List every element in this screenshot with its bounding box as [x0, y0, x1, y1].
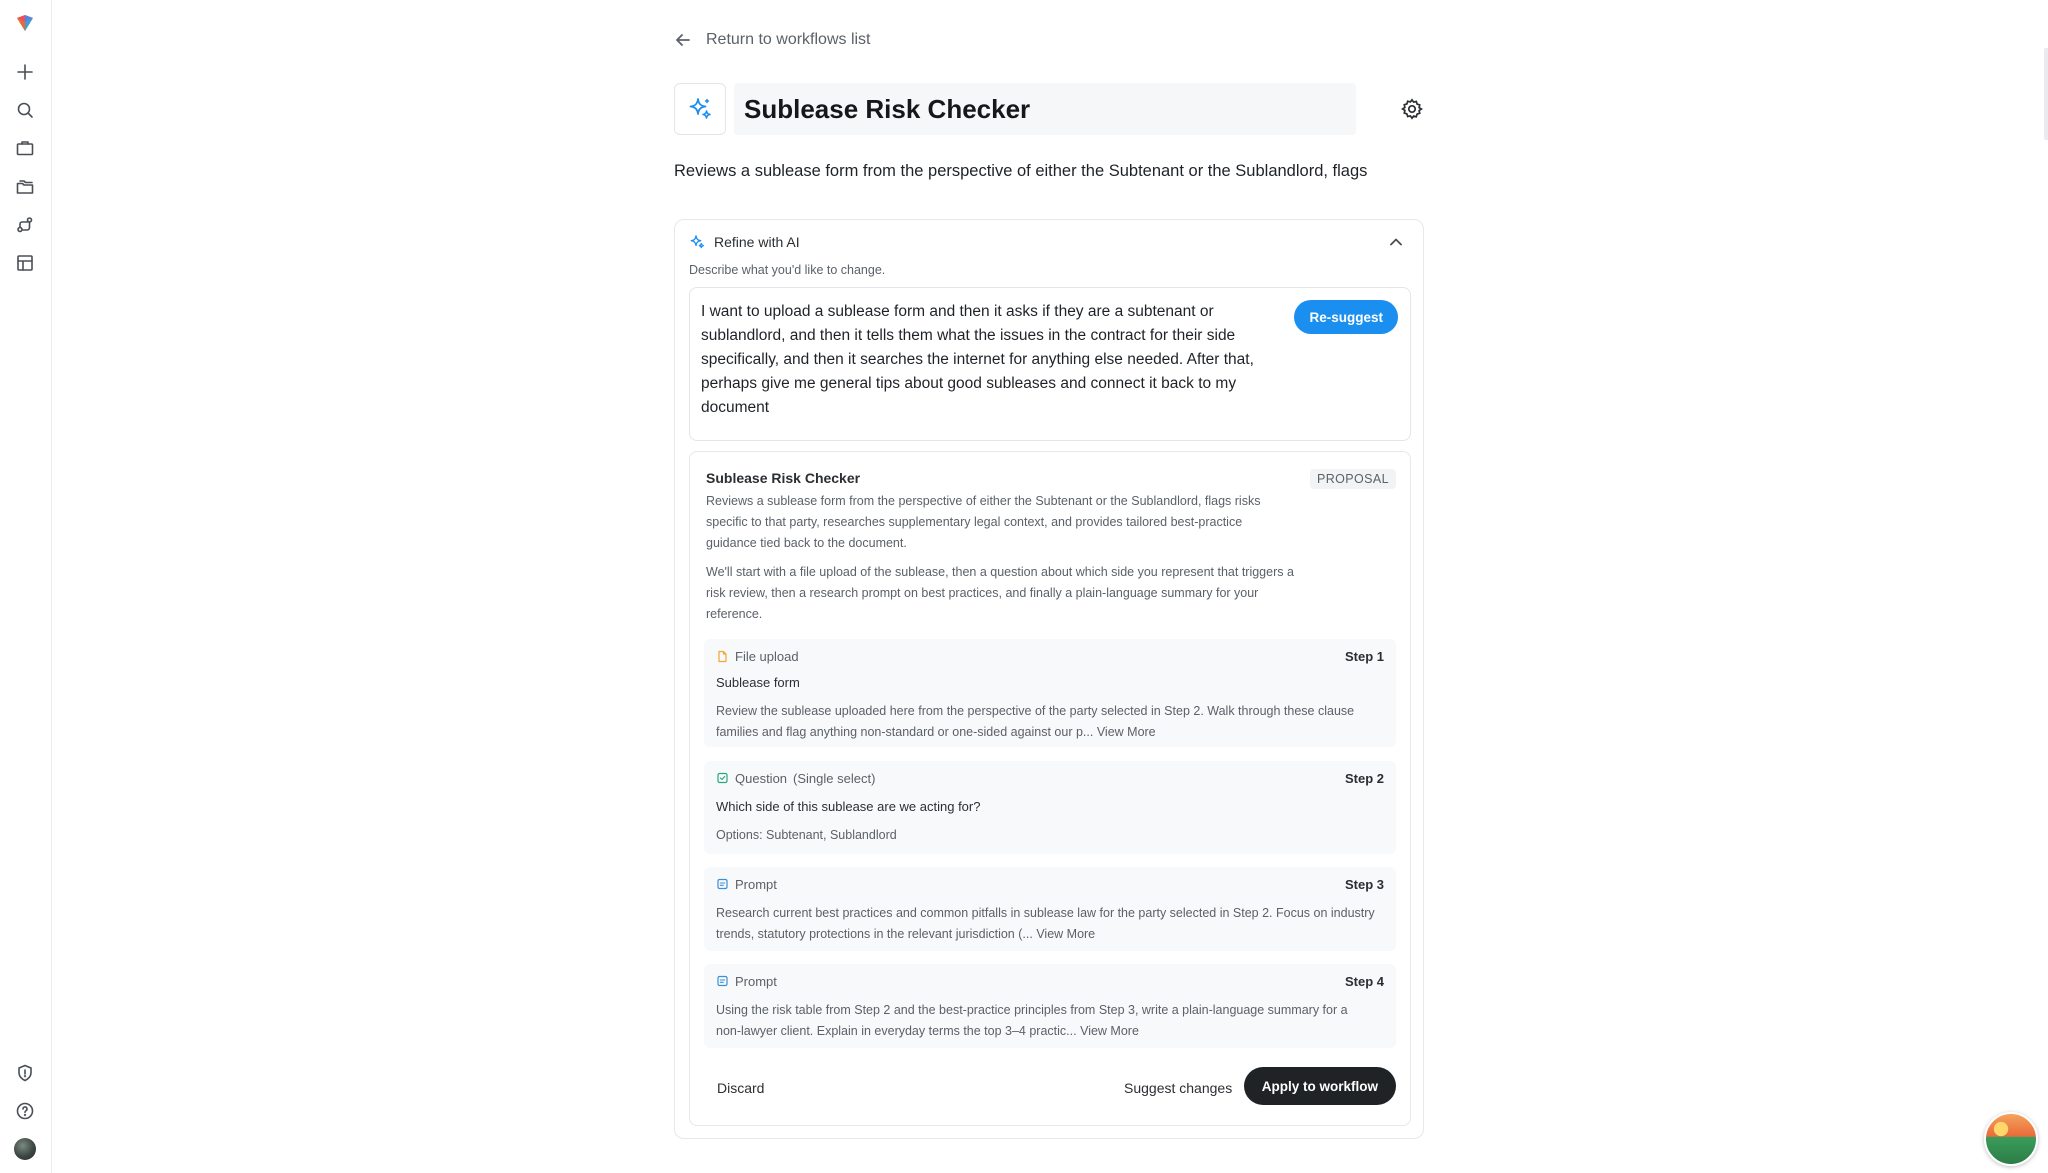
step-body-text: Review the sublease uploaded here from the perspective of the party selected in Step 2. Walk through these clause families and flag anything non-standard or one-sided against our p... [716, 704, 1355, 739]
step-type [716, 649, 799, 664]
step-name: Which side of this sublease are we acting for? [716, 799, 981, 814]
shield-icon[interactable] [12, 1060, 38, 1086]
workflow-description[interactable]: Reviews a sublease form from the perspective of either the Subtenant or the Sublandlord, flags [674, 162, 1368, 180]
proposal-plan: We'll start with a file upload of the sublease, then a question about which side you represent that triggers a risk review, then a research prompt on best practices, and finally a plain-language summary for your reference. [706, 565, 1294, 621]
step-body [716, 903, 1376, 945]
workflow-title-field[interactable]: Sublease Risk Checker [734, 83, 1356, 135]
suggest-changes-button[interactable]: Suggest changes [1124, 1080, 1233, 1096]
step-card[interactable] [704, 964, 1396, 1048]
plus-icon[interactable] [12, 59, 38, 85]
file-icon [716, 650, 729, 663]
step-name: Sublease form [716, 675, 800, 690]
edge-tab[interactable] [2044, 48, 2048, 140]
step-card[interactable] [704, 639, 1396, 747]
workflow-icon-picker[interactable] [674, 83, 726, 135]
refine-panel [674, 219, 1424, 1139]
step-type [716, 877, 777, 892]
step-body [716, 1000, 1376, 1042]
arrow-left-icon [674, 31, 692, 49]
step-body-text: Using the risk table from Step 2 and the best-practice principles from Step 3, write a plain-language summary for a non-lawyer client. Explain in everyday terms the top 3–4 practic... [716, 1003, 1348, 1038]
question-icon [716, 772, 729, 785]
proposal-description: Reviews a sublease form from the perspective of either the Subtenant or the Sublandlord, flags risks specific to that party, researches supplementary legal context, and provides tailored best-practice guidance tied back to the document. [706, 494, 1261, 550]
step-number: Step 1 [1344, 649, 1384, 664]
step-card[interactable] [704, 761, 1396, 854]
proposal-badge: PROPOSAL [1310, 469, 1396, 489]
help-icon[interactable] [12, 1098, 38, 1124]
folders-icon[interactable] [12, 174, 38, 200]
step-type-label: Prompt [735, 974, 777, 989]
step-type [716, 974, 777, 989]
view-more-link[interactable]: View More [1080, 1024, 1139, 1038]
view-more-link[interactable]: View More [1096, 725, 1156, 739]
step-body [716, 701, 1376, 743]
logo-icon[interactable] [12, 10, 38, 36]
refine-header [689, 234, 800, 250]
step-number: Step 4 [1344, 974, 1384, 989]
step-number: Step 2 [1344, 771, 1384, 786]
assistant-avatar[interactable] [1984, 1112, 2038, 1166]
left-rail [0, 0, 52, 1173]
prompt-icon [716, 878, 729, 891]
search-icon[interactable] [12, 97, 38, 123]
step-type [716, 771, 875, 786]
workflow-icon[interactable] [12, 212, 38, 238]
refine-heading: Refine with AI [714, 234, 800, 250]
step-type-label: File upload [735, 649, 799, 664]
table-icon[interactable] [12, 250, 38, 276]
step-type-label: Question [735, 771, 788, 786]
step-body-text: Research current best practices and common pitfalls in sublease law for the party selected in Step 2. Focus on industry trends, statutory protections in the relevant jurisdiction (... [716, 906, 1375, 941]
refine-prompt-text[interactable]: I want to upload a sublease form and then it asks if they are a subtenant or sublandlord, and then it tells them what the issues in the contract for their side specifically, and then it searches the internet for anything else needed. After that, perhaps give me general tips about good subleases and connect it back to my document [701, 303, 1254, 416]
proposal-card [689, 451, 1411, 1126]
back-label: Return to workflows list [706, 31, 871, 48]
step-card[interactable] [704, 867, 1396, 951]
resuggest-button[interactable]: Re-suggest [1294, 300, 1398, 334]
prompt-icon [716, 975, 729, 988]
step-type-label: Prompt [735, 877, 777, 892]
sparkle-icon [687, 96, 713, 122]
apply-to-workflow-button[interactable]: Apply to workflow [1244, 1067, 1396, 1105]
proposal-title: Sublease Risk Checker [706, 470, 861, 486]
back-to-workflows-link[interactable] [674, 28, 871, 52]
chevron-up-icon[interactable] [1387, 233, 1405, 251]
sparkle-icon [689, 234, 705, 250]
discard-button[interactable]: Discard [717, 1080, 765, 1096]
view-more-link[interactable]: View More [1036, 927, 1096, 941]
step-subtype-label: (Single select) [793, 771, 876, 786]
briefcase-icon[interactable] [12, 135, 38, 161]
refine-prompt-input[interactable] [689, 287, 1411, 441]
step-body: Options: Subtenant, Sublandlord [716, 828, 897, 842]
refine-hint: Describe what you'd like to change. [689, 263, 886, 277]
user-avatar[interactable] [14, 1138, 36, 1160]
title-row [674, 83, 1424, 135]
step-number: Step 3 [1344, 877, 1384, 892]
gear-icon[interactable] [1399, 96, 1425, 122]
